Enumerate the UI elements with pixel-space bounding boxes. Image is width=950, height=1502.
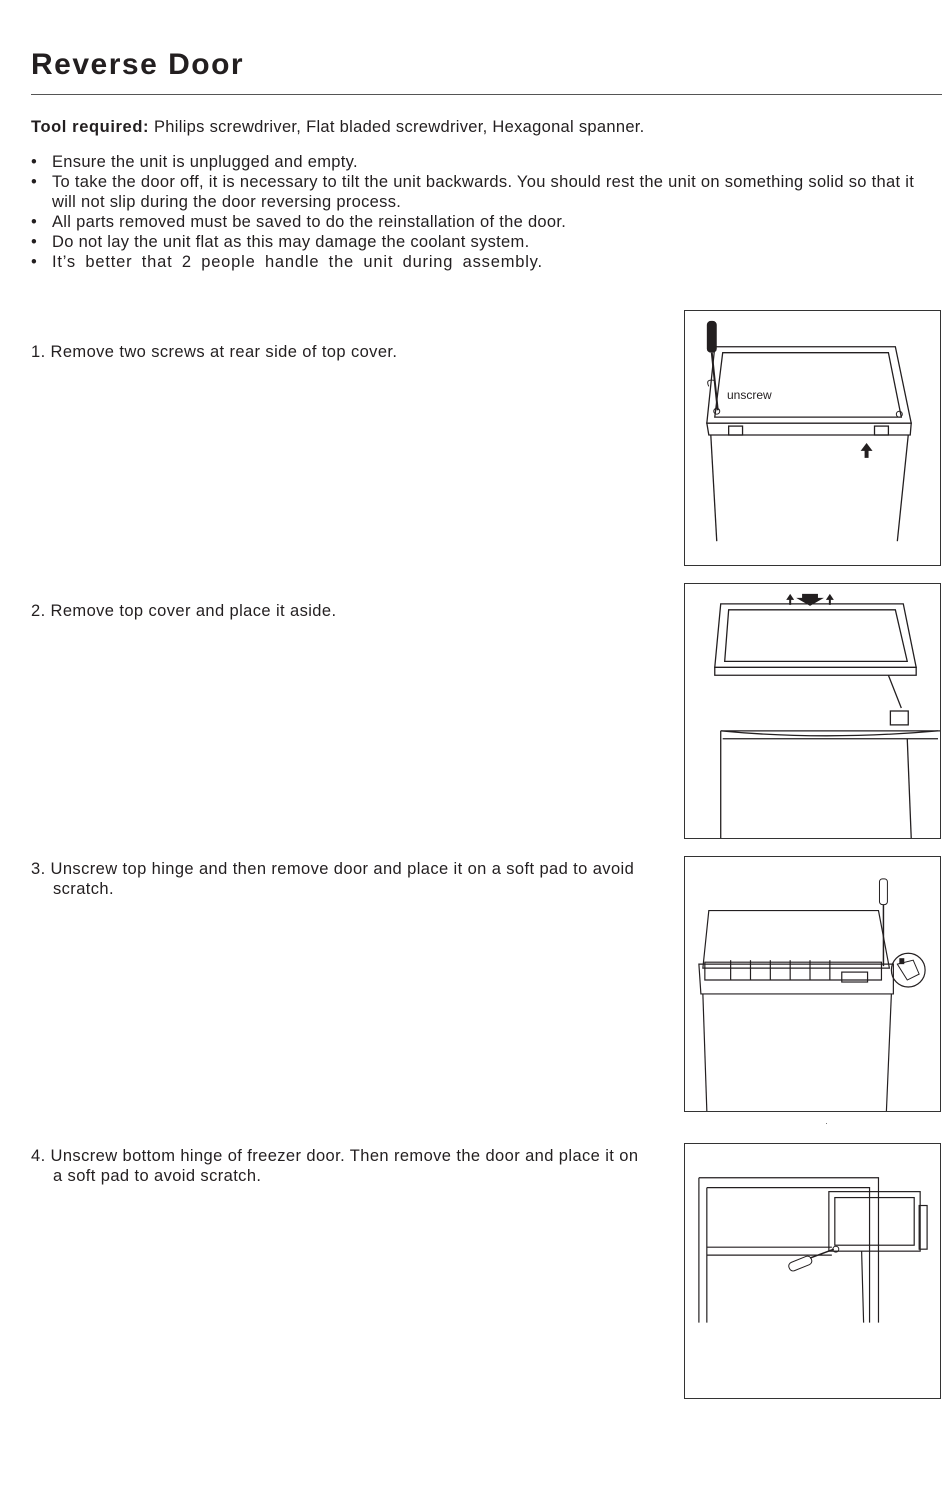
bullet-icon: • xyxy=(31,173,38,191)
screwdriver-icon xyxy=(788,1246,839,1272)
bullet-icon: • xyxy=(31,233,38,251)
arrow-up-icon xyxy=(861,443,873,458)
list-item: • To take the door off, it is necessary to tilt the unit backwards. You should rest the unit on something solid so that it will not slip during the door reversing process. xyxy=(31,173,915,211)
bullet-icon: • xyxy=(31,153,38,171)
list-item: • All parts removed must be saved to do the reinstallation of the door. xyxy=(31,213,567,231)
unscrew-label: unscrew xyxy=(727,388,772,402)
list-item: • It’s better that 2 people handle the unit during assembly. xyxy=(31,253,543,271)
page-title: Reverse Door xyxy=(31,48,245,81)
bullet-icon: • xyxy=(31,213,38,231)
bottom-hinge-illustration xyxy=(685,1144,940,1398)
stray-mark xyxy=(826,1123,827,1124)
top-hinge-illustration xyxy=(685,857,940,1111)
tools-required xyxy=(31,118,645,137)
step-3-instruction: 3. Unscrew top hinge and then remove door and place it on a soft pad to avoid scratch. xyxy=(31,860,635,898)
precautions-list xyxy=(31,152,943,272)
step-4-instruction: 4. Unscrew bottom hinge of freezer door. Then remove the door and place it on a soft pad to avoid scratch. xyxy=(31,1147,639,1185)
fridge-top-cover-illustration xyxy=(685,311,940,565)
title-divider xyxy=(31,94,942,95)
screwdriver-icon xyxy=(707,321,718,410)
step-3-figure xyxy=(684,856,941,1112)
list-item: • Do not lay the unit flat as this may damage the coolant system. xyxy=(31,233,530,251)
step-4-figure xyxy=(684,1143,941,1399)
bullet-icon: • xyxy=(31,253,38,271)
tools-text: Philips screwdriver, Flat bladed screwdriver, Hexagonal spanner. xyxy=(149,118,645,136)
list-item: • Ensure the unit is unplugged and empty. xyxy=(31,153,358,171)
tools-label: Tool required: xyxy=(31,118,150,136)
step-1-figure xyxy=(684,310,941,566)
step-2-instruction: 2. Remove top cover and place it aside. xyxy=(31,602,337,620)
top-cover-removed-illustration xyxy=(685,584,940,838)
step-2-figure xyxy=(684,583,941,839)
step-1-instruction: 1. Remove two screws at rear side of top cover. xyxy=(31,343,398,361)
hinge-detail-icon xyxy=(897,958,919,980)
